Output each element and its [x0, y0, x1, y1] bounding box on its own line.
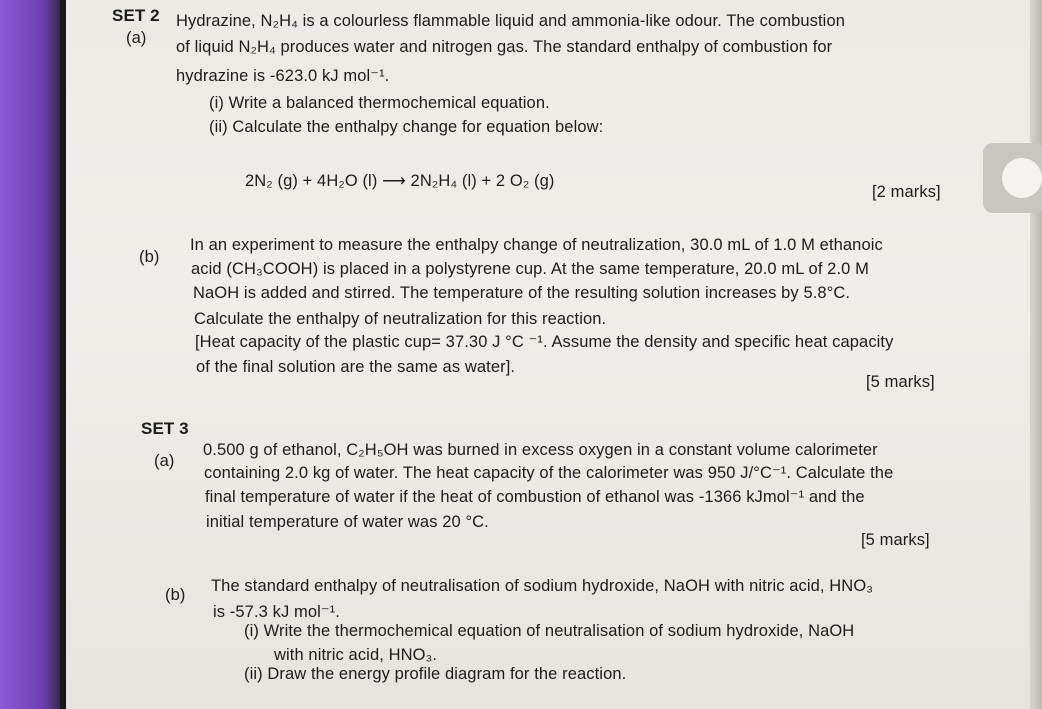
set2-b-line: NaOH is added and stirred. The temperature of the resulting solution increases by 5.8°C.	[193, 284, 851, 302]
set2-b-line: [Heat capacity of the plastic cup= 37.30 J °C ⁻¹. Assume the density and specific heat capacity	[195, 333, 894, 351]
set2-a-line: Hydrazine, N₂H₄ is a colourless flammable liquid and ammonia-like odour. The combustion	[176, 12, 846, 30]
set2-a-line: of liquid N₂H₄ produces water and nitrogen gas. The standard enthalpy of combustion for	[176, 38, 833, 56]
set2-equation: 2N₂ (g) + 4H₂O (l) ⟶ 2N₂H₄ (l) + 2 O₂ (g)	[245, 172, 555, 190]
set3-heading: SET 3	[141, 419, 189, 438]
set2-b-line: of the final solution are the same as water].	[196, 358, 516, 376]
question-paper	[60, 0, 1042, 709]
set3-b-line: The standard enthalpy of neutralisation of sodium hydroxide, NaOH with nitric acid, HNO₃	[211, 577, 874, 595]
set3-b-i-line: with nitric acid, HNO₃.	[274, 646, 438, 664]
set2-b-line: acid (CH₃COOH) is placed in a polystyrene cup. At the same temperature, 20.0 mL of 2.0 M	[191, 260, 869, 278]
set3-b-ii: (ii) Draw the energy profile diagram for the reaction.	[244, 665, 627, 683]
set2-a-i: (i) Write a balanced thermochemical equation.	[209, 94, 550, 112]
set2-b-marks: [5 marks]	[866, 373, 935, 391]
set3-a-line: final temperature of water if the heat of combustion of ethanol was -1366 kJmol⁻¹ and the	[205, 488, 865, 506]
set2-heading: SET 2	[112, 6, 160, 25]
set2-a-marks: [2 marks]	[872, 183, 941, 201]
circle-icon	[1002, 158, 1042, 198]
set3-b-label: (b)	[165, 586, 186, 604]
set3-a-marks: [5 marks]	[861, 531, 930, 549]
set3-a-line: containing 2.0 kg of water. The heat capacity of the calorimeter was 950 J/°C⁻¹. Calculate the	[204, 464, 894, 482]
set2-a-label: (a)	[126, 29, 147, 47]
set3-a-line: initial temperature of water was 20 °C.	[206, 513, 489, 531]
set2-b-line: In an experiment to measure the enthalpy change of neutralization, 30.0 mL of 1.0 M ethanoic	[190, 236, 883, 254]
set2-a-line: hydrazine is -623.0 kJ mol⁻¹.	[176, 67, 390, 85]
set3-a-label: (a)	[154, 452, 175, 470]
device-edge	[1030, 0, 1042, 709]
set2-a-ii: (ii) Calculate the enthalpy change for equation below:	[209, 118, 604, 136]
set3-b-i-line: (i) Write the thermochemical equation of neutralisation of sodium hydroxide, NaOH	[244, 622, 855, 640]
set3-b-line: is -57.3 kJ mol⁻¹.	[213, 603, 340, 621]
set2-b-line: Calculate the enthalpy of neutralization for this reaction.	[194, 310, 607, 328]
set2-b-label: (b)	[139, 248, 160, 266]
set3-a-line: 0.500 g of ethanol, C₂H₅OH was burned in excess oxygen in a constant volume calorimeter	[203, 441, 878, 459]
